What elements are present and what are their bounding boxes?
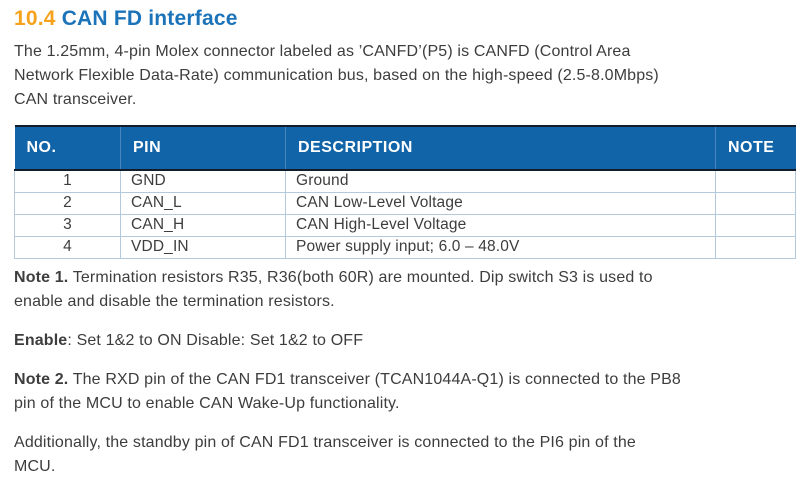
cell-note xyxy=(716,236,796,258)
cell-description: Power supply input; 6.0 – 48.0V xyxy=(286,236,716,258)
intro-line: The 1.25mm, 4-pin Molex connector labeled as ’CANFD’(P5) is CANFD (Control Area xyxy=(14,43,631,60)
note-2-line xyxy=(14,368,795,392)
cell-no: 2 xyxy=(15,192,121,214)
cell-description: CAN Low-Level Voltage xyxy=(286,192,716,214)
pin-table-header xyxy=(15,126,796,170)
cell-description: CAN High-Level Voltage xyxy=(286,214,716,236)
table-row xyxy=(15,192,796,214)
enable-disable-line xyxy=(14,329,795,353)
table-row xyxy=(15,236,796,258)
section-title: CAN FD interface xyxy=(61,7,238,30)
cell-description: Ground xyxy=(286,170,716,192)
pin-table-body xyxy=(15,170,796,258)
cell-pin: VDD_IN xyxy=(121,236,286,258)
section-number: 10.4 xyxy=(14,7,56,30)
cell-no: 4 xyxy=(15,236,121,258)
header-row xyxy=(15,126,796,170)
note-2-line: pin of the MCU to enable CAN Wake-Up functionality. xyxy=(14,394,400,412)
section-heading xyxy=(14,7,795,31)
note-1-text: Termination resistors R35, R36(both 60R) are mounted. Dip switch S3 is used to xyxy=(68,268,653,286)
table-row xyxy=(15,170,796,192)
table-row xyxy=(15,214,796,236)
cell-no: 3 xyxy=(15,214,121,236)
note-1-line: enable and disable the termination resistors. xyxy=(14,292,335,310)
note-1 xyxy=(14,266,795,314)
header-cell-no: NO. xyxy=(15,126,121,170)
intro-paragraph xyxy=(14,40,795,112)
header-cell-note: NOTE xyxy=(716,126,796,170)
header-cell-pin: PIN xyxy=(121,126,286,170)
note-1-line xyxy=(14,266,795,290)
cell-note xyxy=(716,192,796,214)
additional-note-line: MCU. xyxy=(14,457,56,475)
additional-note-line: Additionally, the standby pin of CAN FD1 transceiver is connected to the PI6 pin of the xyxy=(14,433,636,451)
cell-note xyxy=(716,170,796,192)
intro-line: CAN transceiver. xyxy=(14,91,137,108)
note-1-label: Note 1. xyxy=(14,268,69,286)
note-2 xyxy=(14,368,795,416)
intro-line: Network Flexible Data-Rate) communication bus, based on the high-speed (2.5-8.0Mbps) xyxy=(14,67,659,84)
enable-disable-note xyxy=(14,329,795,353)
cell-no: 1 xyxy=(15,170,121,192)
note-2-text: The RXD pin of the CAN FD1 transceiver (TCAN1044A-Q1) is connected to the PB8 xyxy=(68,370,681,388)
cell-pin: CAN_L xyxy=(121,192,286,214)
cell-pin: CAN_H xyxy=(121,214,286,236)
note-2-label: Note 2. xyxy=(14,370,69,388)
additional-note xyxy=(14,431,795,479)
enable-text: : Set 1&2 to ON Disable: Set 1&2 to OFF xyxy=(67,331,364,349)
header-cell-description: DESCRIPTION xyxy=(286,126,716,170)
pin-table xyxy=(14,125,796,259)
enable-label: Enable xyxy=(14,331,68,349)
cell-note xyxy=(716,214,796,236)
cell-pin: GND xyxy=(121,170,286,192)
